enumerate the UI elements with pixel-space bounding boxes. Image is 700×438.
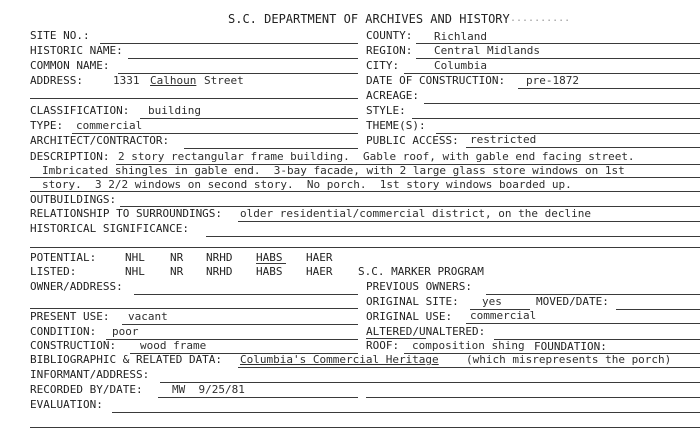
potential-nrhd: NRHD: [206, 251, 233, 264]
acreage-line: [424, 103, 700, 104]
original-site-label: ORIGINAL SITE:: [366, 295, 459, 308]
original-site-value: yes: [482, 295, 502, 308]
recorded-by-label: RECORDED BY/DATE:: [30, 383, 143, 396]
site-no-label: SITE NO.:: [30, 29, 90, 42]
roof-label: ROOF:: [366, 339, 400, 352]
listed-nrhd: NRHD: [206, 265, 233, 278]
potential-haer: HAER: [306, 251, 333, 264]
recorded-by-line: [158, 397, 358, 398]
marker-program-label: S.C. MARKER PROGRAM: [358, 265, 484, 278]
moved-date-label: MOVED/DATE:: [536, 295, 609, 308]
date-of-construction-label: DATE OF CONSTRUCTION:: [366, 74, 506, 87]
county-value: Richland: [434, 30, 487, 43]
roof-value: composition shing: [412, 339, 525, 352]
listed-habs: HABS: [256, 265, 283, 278]
moved-date-line: [616, 309, 700, 310]
condition-value: poor: [112, 325, 139, 338]
architect-label: ARCHITECT/CONTRACTOR:: [30, 134, 170, 147]
description-label: DESCRIPTION:: [30, 150, 110, 163]
evaluation-line: [112, 412, 700, 413]
address-street: Calhoun: [150, 74, 197, 87]
site-no-line: [100, 43, 358, 44]
original-use-value: commercial: [470, 309, 537, 322]
description-line-2: Imbricated shingles in gable end. 3-bay facade, with 2 large glass store windows on 1st: [42, 164, 625, 177]
previous-owners-label: PREVIOUS OWNERS:: [366, 280, 472, 293]
acreage-label: ACREAGE:: [366, 89, 419, 102]
address-extra-line: [30, 98, 358, 99]
altered-label: ALTERED/UNALTERED:: [366, 325, 486, 338]
listed-nhl: NHL: [125, 265, 145, 278]
listed-nr: NR: [170, 265, 184, 278]
public-access-value: restricted: [470, 133, 537, 146]
title-dotted-leader: ..........: [510, 13, 571, 24]
common-name-label: COMMON NAME:: [30, 59, 110, 72]
bibliographic-note: (which misrepresents the porch): [466, 353, 672, 366]
architect-line: [184, 148, 358, 149]
owner-address-label: OWNER/ADDRESS:: [30, 280, 123, 293]
address-suffix: Street: [204, 74, 244, 87]
city-label: CITY:: [366, 59, 400, 72]
form-title: S.C. DEPARTMENT OF ARCHIVES AND HISTORY: [228, 12, 510, 26]
informant-label: INFORMANT/ADDRESS:: [30, 368, 150, 381]
relationship-label: RELATIONSHIP TO SURROUNDINGS:: [30, 207, 223, 220]
public-access-line: [466, 147, 700, 148]
description-rule-3: [30, 191, 700, 192]
classification-label: CLASSIFICATION:: [30, 104, 130, 117]
description-line-1: 2 story rectangular frame building. Gable roof, with gable end facing street.: [118, 150, 635, 163]
classification-line: [140, 118, 358, 119]
outbuildings-label: OUTBUILDINGS:: [30, 193, 117, 206]
type-label: TYPE:: [30, 119, 64, 132]
region-label: REGION:: [366, 44, 413, 57]
potential-habs-underline: [256, 263, 286, 264]
owner-address-line-2: [30, 308, 358, 309]
date-of-construction-line: [518, 88, 700, 89]
historical-significance-line-2: [30, 247, 700, 248]
bibliographic-line: [238, 367, 700, 368]
historic-name-line: [128, 58, 358, 59]
address-number: 1331: [113, 74, 140, 87]
recorded-by-value: MW 9/25/81: [172, 383, 245, 396]
potential-habs: HABS: [256, 251, 283, 264]
evaluation-label: EVALUATION:: [30, 398, 103, 411]
description-line-3: story. 3 2/2 windows on second story. No porch. 1st story windows boarded up.: [42, 178, 572, 191]
evaluation-line-2: [30, 427, 700, 428]
relationship-line: [238, 221, 700, 222]
relationship-value: older residential/commercial district, on the decline: [240, 207, 591, 220]
bibliographic-label: BIBLIOGRAPHIC & RELATED DATA:: [30, 353, 223, 366]
historical-significance-line: [206, 236, 700, 237]
public-access-label: PUBLIC ACCESS:: [366, 134, 459, 147]
classification-value: building: [148, 104, 201, 117]
original-use-line: [466, 323, 700, 324]
date-of-construction-value: pre-1872: [526, 74, 579, 87]
potential-nr: NR: [170, 251, 184, 264]
bibliographic-value: Columbia's Commercial Heritage: [240, 353, 439, 366]
historical-significance-label: HISTORICAL SIGNIFICANCE:: [30, 222, 189, 235]
historic-name-label: HISTORIC NAME:: [30, 44, 123, 57]
construction-label: CONSTRUCTION:: [30, 339, 117, 352]
potential-nhl: NHL: [125, 251, 145, 264]
style-label: STYLE:: [366, 104, 406, 117]
style-line: [412, 118, 700, 119]
type-value: commercial: [76, 119, 143, 132]
themes-label: THEME(S):: [366, 119, 426, 132]
present-use-value: vacant: [128, 310, 168, 323]
foundation-label: FOUNDATION:: [534, 340, 607, 353]
listed-haer: HAER: [306, 265, 333, 278]
original-use-label: ORIGINAL USE:: [366, 310, 453, 323]
recorded-by-extra-line: [366, 397, 700, 398]
potential-label: POTENTIAL:: [30, 251, 97, 264]
region-value: Central Midlands: [434, 44, 540, 57]
owner-address-line: [134, 294, 358, 295]
present-use-label: PRESENT USE:: [30, 310, 110, 323]
present-use-line: [122, 324, 358, 325]
address-label: ADDRESS:: [30, 74, 83, 87]
construction-value: wood frame: [140, 339, 207, 352]
county-label: COUNTY:: [366, 29, 413, 42]
listed-label: LISTED:: [30, 265, 77, 278]
condition-label: CONDITION:: [30, 325, 97, 338]
city-value: Columbia: [434, 59, 487, 72]
